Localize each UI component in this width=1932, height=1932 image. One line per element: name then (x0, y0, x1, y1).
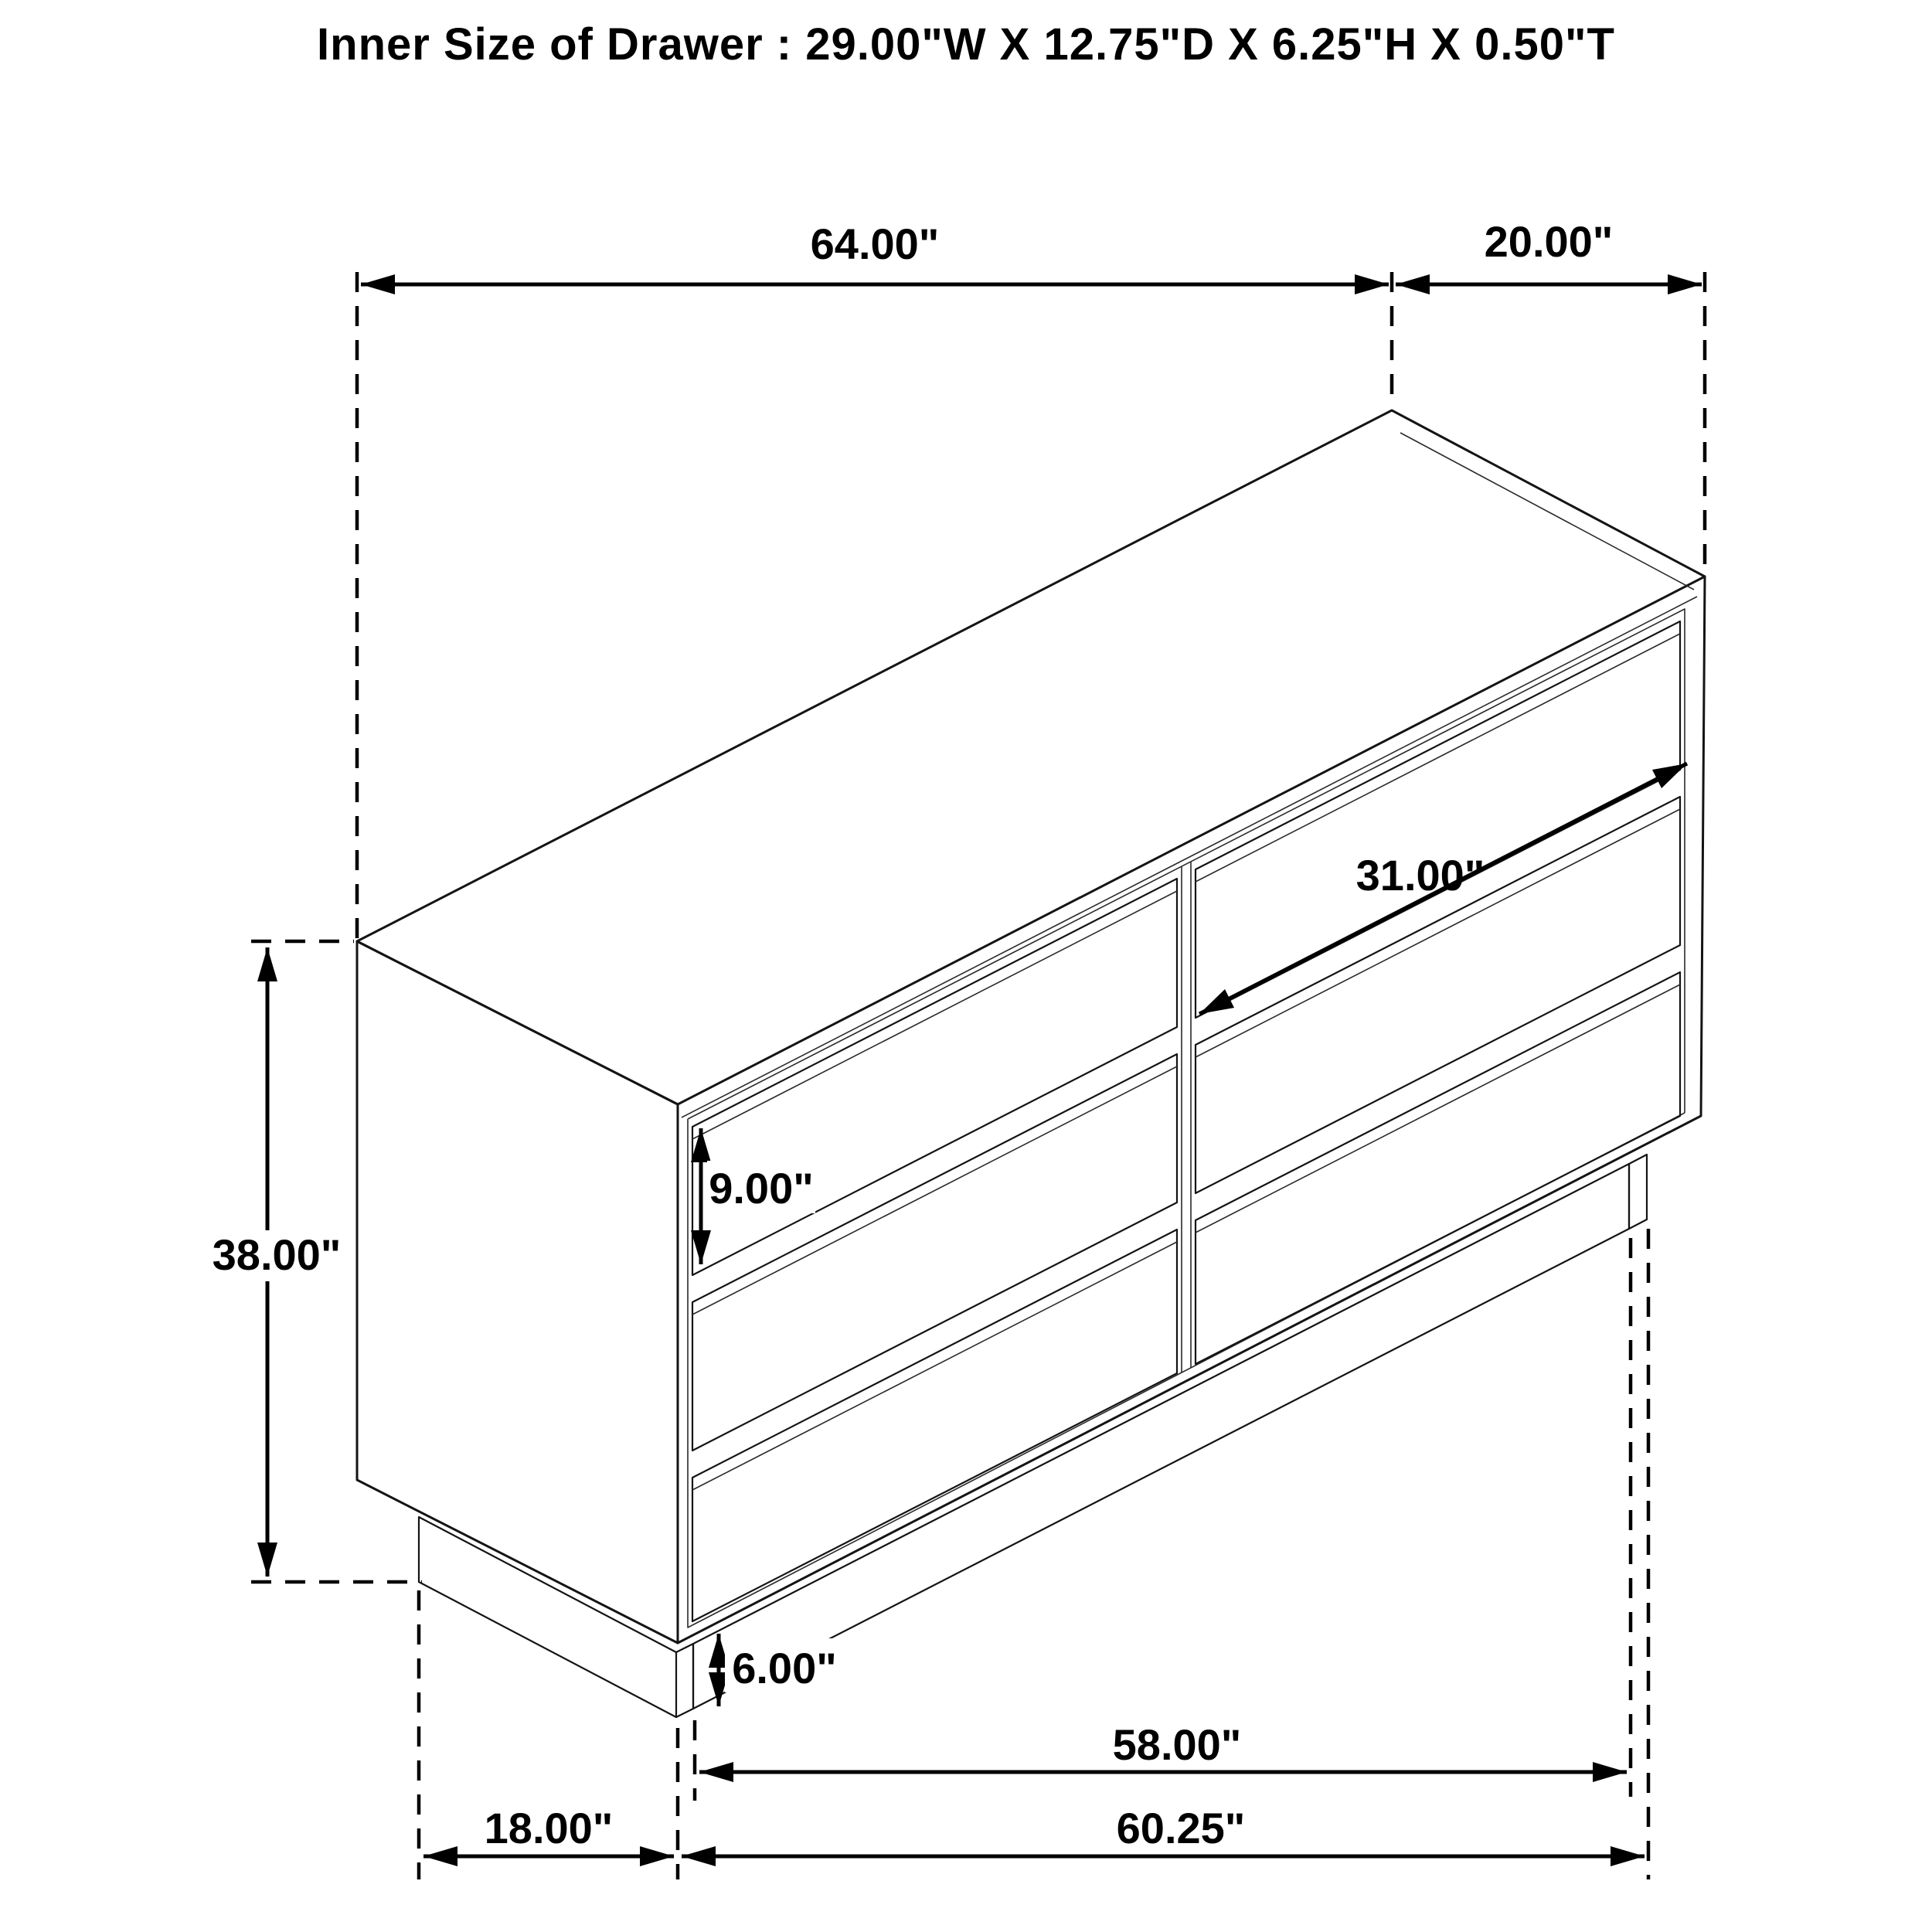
base-left-face (419, 1517, 676, 1717)
dim-label-top-depth: 20.00" (1484, 217, 1614, 266)
dim-label-overall-height: 38.00" (212, 1230, 342, 1279)
top-front-lip (682, 597, 1697, 1117)
left-side-face (357, 941, 678, 1643)
center-divider (1182, 862, 1191, 1372)
drawer-left-bottom-lip (692, 1242, 1177, 1490)
dimension-labels (213, 217, 1614, 1852)
drawer-right-bottom-lip (1196, 985, 1680, 1233)
base-right-face (1629, 1155, 1647, 1229)
dim-label-overall-bottom-width: 60.25" (1116, 1804, 1246, 1852)
base-front-face (693, 1164, 1629, 1709)
drawer-fronts (692, 621, 1680, 1621)
base-corner (676, 1644, 693, 1717)
drawer-right-bottom (1196, 972, 1680, 1364)
dim-label-base-height: 6.00" (732, 1644, 837, 1692)
drawer-left-mid (692, 1054, 1177, 1451)
diagram-title: Inner Size of Drawer : 29.00"W X 12.75"D X 6.25"H X 0.50"T (317, 19, 1615, 70)
extension-lines (251, 272, 1705, 1879)
dim-label-top-width: 64.00" (810, 219, 940, 268)
top-right-lip (1400, 433, 1694, 590)
dim-label-left-inset: 18.00" (484, 1804, 614, 1852)
dim-label-drawer-width: 31.00" (1355, 851, 1485, 900)
top-face (357, 410, 1705, 1104)
drawer-left-top-lip (692, 891, 1177, 1139)
drawer-left-top (692, 879, 1177, 1275)
drawer-right-top (1196, 621, 1680, 1018)
dresser-carcass (357, 410, 1705, 1643)
dim-label-drawer-height: 9.00" (709, 1164, 814, 1213)
dim-label-base-front-width: 58.00" (1112, 1720, 1242, 1769)
drawer-right-mid-lip (1196, 809, 1680, 1057)
front-inner-frame (688, 609, 1685, 1628)
dimension-lines (257, 274, 1702, 1866)
drawer-left-bottom (692, 1230, 1177, 1621)
drawer-right-top-lip (1196, 634, 1680, 882)
